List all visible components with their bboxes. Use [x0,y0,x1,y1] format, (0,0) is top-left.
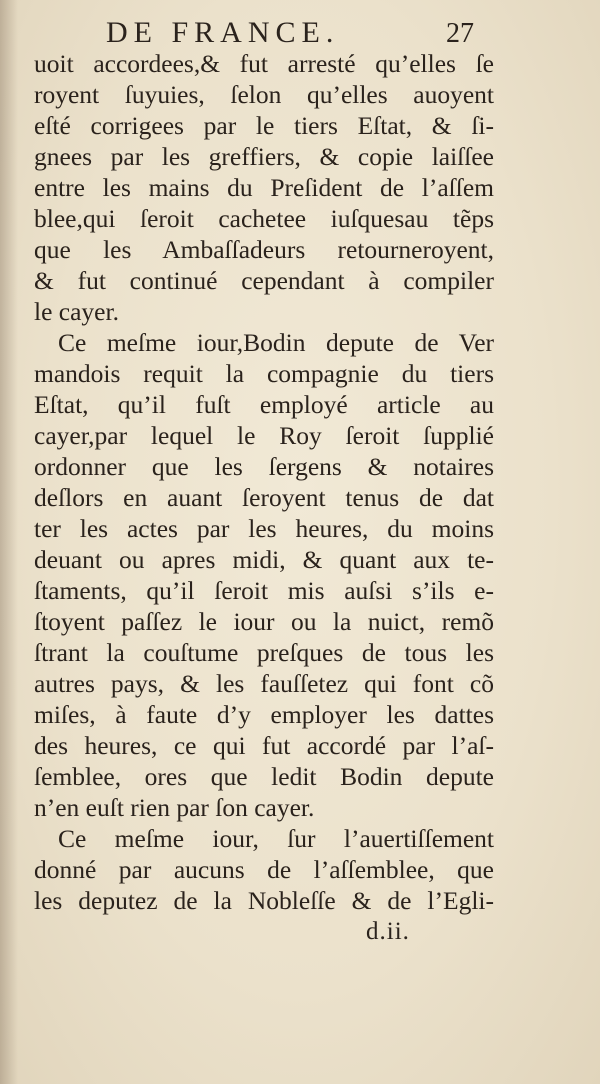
text-line: Eſtat, qu’il fuſt employé article au [34,390,494,419]
running-head: DE FRANCE. [106,16,340,49]
signature-mark: d.ii. [366,918,410,945]
text-line: autres pays, & les fauſſetez qui font cõ [34,669,494,698]
text-line: blee,qui ſeroit cachetee iuſquesau tẽps [34,204,494,233]
text-line: ſtrant la couſtume preſques de tous les [34,638,494,667]
page-number: 27 [446,18,474,49]
text-line: ordonner que les ſergens & notaires [34,452,494,481]
text-line: royent ſuyuies, ſelon qu’elles auoyent [34,80,494,109]
body-text [34,48,494,916]
text-line: donné par aucuns de l’aſſemblee, que [34,855,494,884]
text-line: deuant ou apres midi, & quant aux te- [34,545,494,574]
text-line: les deputez de la Nobleſſe & de l’Egli- [34,886,494,915]
text-line: ter les actes par les heures, du moins [34,514,494,543]
text-line: ſtaments, qu’il ſeroit mis auſsi s’ils e- [34,576,494,605]
text-line: uoit accordees,& fut arresté qu’elles ſe [34,49,494,78]
text-line: que les Ambaſſadeurs retourneroyent, [34,235,494,264]
text-line: & fut continué cependant à compiler [34,266,494,295]
text-line: ſtoyent paſſez le iour ou la nuict, remõ [34,607,494,636]
text-line: mandois requit la compagnie du tiers [34,359,494,388]
text-line: cayer,par lequel le Roy ſeroit ſupplié [34,421,494,450]
text-line: des heures, ce qui fut accordé par l’aſ- [34,731,494,760]
text-line: ſemblee, ores que ledit Bodin depute [34,762,494,791]
text-line: miſes, à faute d’y employer les dattes [34,700,494,729]
text-line: entre les mains du Preſident de l’aſſem [34,173,494,202]
text-line: n’en euſt rien par ſon cayer. [34,793,315,822]
page-header [0,12,600,52]
paragraph-start-line: Ce meſme iour,Bodin depute de Ver [58,328,494,357]
text-line: deſlors en auant ſeroyent tenus de dat [34,483,494,512]
paragraph-start-line: Ce meſme iour, ſur l’auertiſſement [58,824,494,853]
page-footer [0,918,600,958]
text-line: gnees par les greffiers, & copie laiſſee [34,142,494,171]
text-line: eſté corrigees par le tiers Eſtat, & ſi- [34,111,494,140]
text-line: le cayer. [34,297,119,326]
